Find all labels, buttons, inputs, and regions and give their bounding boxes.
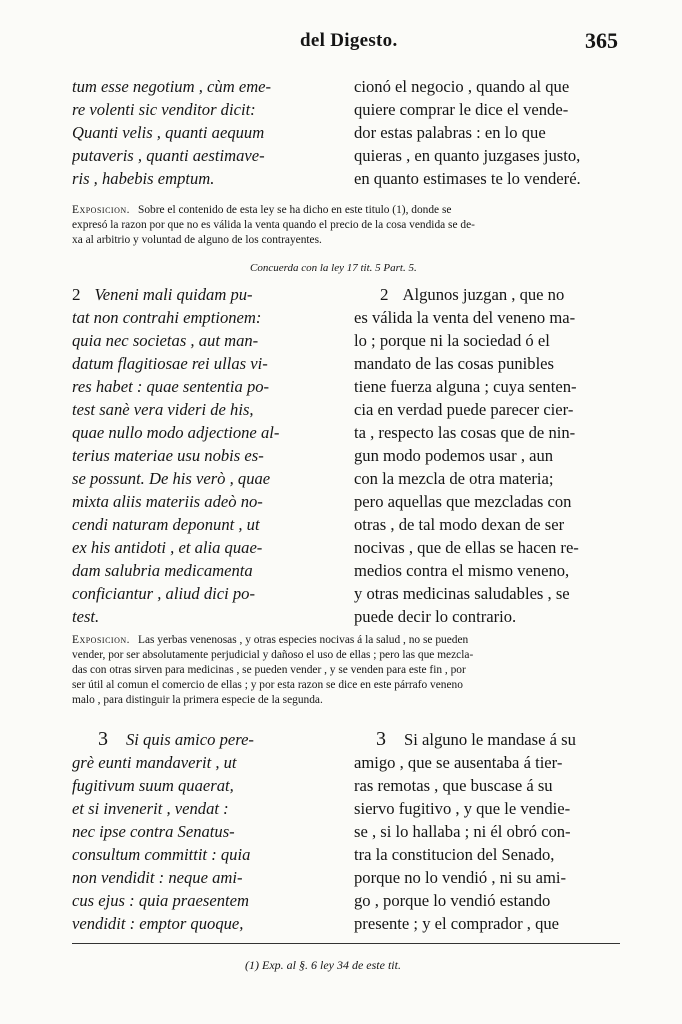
latin-line: grè eunti mandaverit , ut [72,753,237,772]
exposition-lead: Exposicion. [72,204,130,216]
spanish-line: pero aquellas que mezcladas con [354,492,572,511]
latin-line: vendidit : emptor quoque, [72,914,244,933]
latin-line: quia nec societas , aut man- [72,331,259,350]
exposition-1 [72,203,620,248]
spanish-line: Si alguno le mandase á su [404,730,576,749]
text-block-1 [72,75,620,195]
spanish-line: amigo , que se ausentaba á tier- [354,753,563,772]
latin-column [72,728,334,935]
spanish-line: lo ; porque ni la sociedad ó el [354,331,550,350]
spanish-line: gun modo podemos usar , aun [354,446,554,465]
exposition-line: expresó la razon por que no es válida la venta quando el precio de la cosa vendida se de- [72,219,475,231]
latin-line: ris , habebis emptum. [72,169,215,188]
latin-line: tum esse negotium , cùm eme- [72,77,272,96]
latin-line: cus ejus : quia praesentem [72,891,249,910]
latin-line: putaveris , quanti aestimave- [72,146,265,165]
running-head: del Digesto. [300,30,398,51]
spanish-line: siervo fugitivo , y que le vendie- [354,799,571,818]
exposition-lead: Exposicion. [72,634,130,646]
spanish-line: es válida la venta del veneno ma- [354,308,576,327]
paragraph-number: 3 [98,728,108,750]
latin-line: dam salubria medicamenta [72,561,253,580]
spanish-line: tra la constitucion del Senado, [354,845,555,864]
spanish-column [354,728,620,935]
spanish-line: y otras medicinas saludables , se [354,584,570,603]
spanish-line: en quanto estimases te lo venderé. [354,169,581,188]
spanish-line: cia en verdad puede parecer cier- [354,400,574,419]
exposition-2 [72,633,620,708]
spanish-line: presente ; y el comprador , que [354,914,560,933]
spanish-line: nocivas , que de ellas se hacen re- [354,538,579,557]
exposition-line: das con otras sirven para medicinas , se pueden vender , y se venden para este fin , por [72,664,466,676]
latin-line: Quanti velis , quanti aequum [72,123,265,142]
exposition-line: ser útil al comun el comercio de ellas ; y por esta razon se dice en este párrafo veneno [72,679,463,691]
spanish-line: mandato de las cosas punibles [354,354,555,373]
spanish-line: ta , respecto las cosas que de nin- [354,423,576,442]
paragraph-number: 2 [72,285,81,304]
spanish-line: otras , de tal modo dexan de ser [354,515,565,534]
latin-line: ex his antidoti , et alia quae- [72,538,263,557]
concordance-note: Concuerda con la ley 17 tit. 5 Part. 5. [250,262,417,274]
footnote-rule [72,943,620,944]
spanish-line: quieras , en quanto juzgases justo, [354,146,581,165]
latin-line: tat non contrahi emptionem: [72,308,262,327]
latin-line: terius materiae usu nobis es- [72,446,264,465]
spanish-line: cionó el negocio , quando al que [354,77,570,96]
latin-line: et si invenerit , vendat : [72,799,229,818]
latin-line: fugitivum suum quaerat, [72,776,234,795]
footnote: (1) Exp. al §. 6 ley 34 de este tit. [245,958,401,972]
spanish-line: ras remotas , que buscase á su [354,776,553,795]
spanish-line: tiene fuerza alguna ; cuya senten- [354,377,577,396]
latin-line: Veneni mali quidam pu- [94,285,253,304]
latin-line: nec ipse contra Senatus- [72,822,235,841]
latin-line: cendi naturam deponunt , ut [72,515,260,534]
latin-line: res habet : quae sententia po- [72,377,270,396]
spanish-column [354,75,620,190]
spanish-line: se , si lo hallaba ; ni él obró con- [354,822,571,841]
spanish-column [354,283,620,628]
latin-line: test. [72,607,100,626]
latin-line: datum flagitiosae rei ullas vi- [72,354,268,373]
spanish-line: porque no lo vendió , ni su ami- [354,868,566,887]
exposition-line: Las yerbas venenosas , y otras especies nocivas á la salud , no se pueden [137,634,469,646]
spanish-line: puede decir lo contrario. [354,607,517,626]
latin-line: re volenti sic venditor dicit: [72,100,256,119]
paragraph-number: 2 [380,285,389,304]
page-number: 365 [585,28,618,53]
latin-line: test sanè vera videri de his, [72,400,254,419]
spanish-line: quiere comprar le dice el vende- [354,100,569,119]
spanish-line: dor estas palabras : en lo que [354,123,546,142]
latin-line: quae nullo modo adjectione al- [72,423,280,442]
latin-line: non vendidit : neque ami- [72,868,243,887]
exposition-line: xa al arbitrio y voluntad de alguno de los contrayentes. [72,234,322,246]
spanish-line: Algunos juzgan , que no [402,285,565,304]
latin-column [72,283,334,628]
text-block-3 [72,728,620,938]
text-block-2 [72,283,620,628]
latin-column [72,75,334,190]
paragraph-number: 3 [376,728,386,750]
latin-line: se possunt. De his verò , quae [72,469,271,488]
spanish-line: medios contra el mismo veneno, [354,561,570,580]
latin-line: mixta aliis materiis adeò no- [72,492,263,511]
exposition-line: Sobre el contenido de esta ley se ha dicho en este titulo (1), donde se [137,204,452,216]
exposition-line: vender, por ser absolutamente perjudicial y dañoso el uso de ellas ; pero las que mezcla- [72,649,474,661]
spanish-line: con la mezcla de otra materia; [354,469,554,488]
latin-line: consultum committit : quia [72,845,251,864]
latin-line: Si quis amico pere- [126,730,254,749]
spanish-line: go , porque lo vendió estando [354,891,551,910]
latin-line: conficiantur , aliud dici po- [72,584,255,603]
exposition-line: malo , para distinguir la primera especie de la segunda. [72,694,323,706]
